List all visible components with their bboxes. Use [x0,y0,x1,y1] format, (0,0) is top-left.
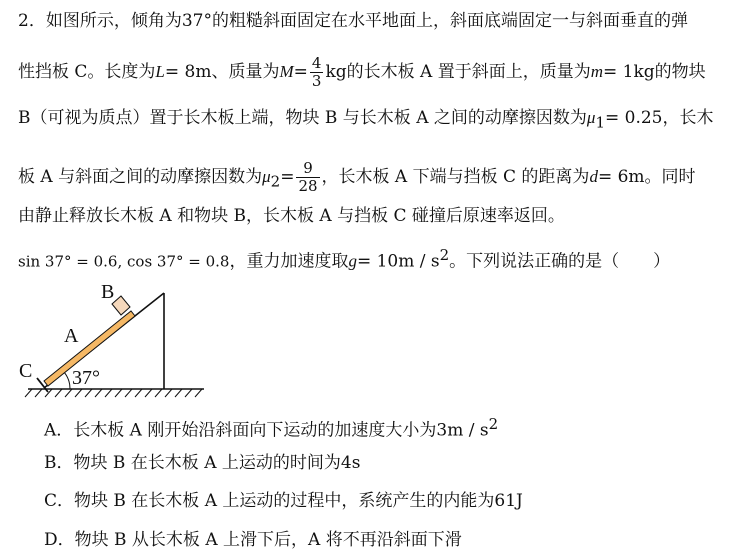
stem-line-6: sin 37° = 0.6, cos 37° = 0.8，重力加速度取$g= 10m / s^2$。下列说法正确的是（ ） [18,246,671,272]
label-b: B [101,281,115,303]
incline-angle: 37° [181,11,212,31]
option-c[interactable]: C．物块 B 在长木板 A 上运动的过程中，系统产生的内能为61J [44,491,523,511]
stem-line-3: B（可视为质点）置于长木板上端，物块 B 与长木板 A 之间的动摩擦因数为$\mu_1= 0.25$，长木 [18,108,714,132]
ground-hatching [25,389,204,397]
stem-line-1: 2．如图所示，倾角为37°的粗糙斜面固定在水平地面上，斜面底端固定一与斜面垂直的弹 [18,11,688,31]
stem-line-2: 性挡板 C。长度为L= 8m、质量为M= $\frac{4}{3}$ kg的长木板 A 置于斜面上，质量为m= 1kg的物块 [18,54,706,90]
stem-line-4: 板 A 与斜面之间的动摩擦因数为$\mu_2=$ $\frac{9}{28}$ ，长木板 A 下端与挡板 C 的距离为d= 6m。同时 [18,159,696,195]
option-b[interactable]: B．物块 B 在长木板 A 上运动的时间为4s [44,453,361,473]
incline-diagram [14,278,214,403]
label-a: A [64,325,79,347]
option-d[interactable]: D．物块 B 从长木板 A 上滑下后，A 将不再沿斜面下滑 [44,530,462,550]
mu2-fraction: $\frac{9}{28}$ [298,159,318,195]
label-c: C [19,360,33,382]
stem-line-5: 由静止释放长木板 A 和物块 B，长木板 A 与挡板 C 碰撞后原速率返回。 [18,206,565,226]
question-number: 2． [18,11,46,31]
option-a[interactable]: A．长木板 A 刚开始沿斜面向下运动的加速度大小为$3m / s^2$ [44,415,499,441]
block-b [112,296,130,315]
mass-fraction: $\frac{4}{3}$ [311,54,322,90]
angle-label: 37° [72,367,100,389]
angle-arc [65,373,70,389]
trig-values: sin 37° = 0.6, cos 37° = 0.8 [18,252,230,271]
